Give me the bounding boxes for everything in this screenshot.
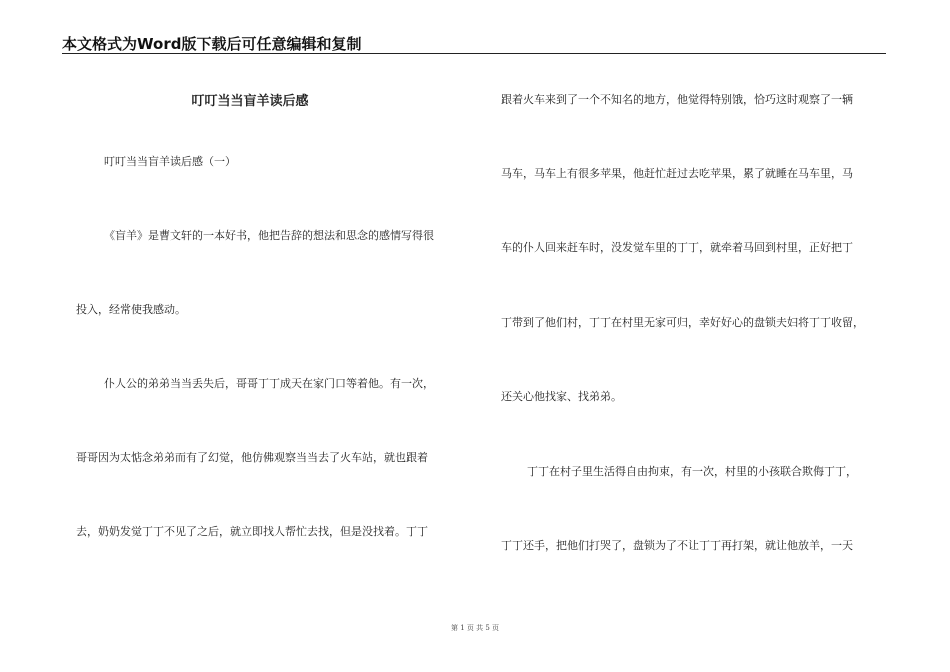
paragraph-line: 《盲羊》是曹文轩的一本好书，他把告辞的想法和思念的感情写得很 bbox=[104, 229, 434, 242]
paragraph-line: 丁丁还手，把他们打哭了，盘锁为了不让丁丁再打架，就让他放羊，一天 bbox=[501, 539, 853, 552]
section-heading: 叮叮当当盲羊读后感（一） bbox=[104, 155, 236, 168]
header-divider bbox=[62, 53, 886, 54]
document-banner: 本文格式为Word版下载后可任意编辑和复制 bbox=[62, 35, 362, 53]
paragraph-line: 车的仆人回来赶车时，没发觉车里的丁丁，就牵着马回到村里，正好把丁 bbox=[501, 241, 853, 254]
paragraph-line: 跟着火车来到了一个不知名的地方，他觉得特别饿，恰巧这时观察了一辆 bbox=[501, 93, 853, 106]
paragraph-line: 还关心他找家、找弟弟。 bbox=[501, 390, 622, 403]
paragraph-line: 哥哥因为太惦念弟弟而有了幻觉，他仿佛观察当当去了火车站，就也跟着 bbox=[76, 451, 428, 464]
paragraph-line: 仆人公的弟弟当当丢失后，哥哥丁丁成天在家门口等着他。有一次， bbox=[104, 377, 434, 390]
paragraph-line: 去，奶奶发觉丁丁不见了之后，就立即找人帮忙去找，但是没找着。丁丁 bbox=[76, 525, 428, 538]
page-number: 第 1 页 共 5 页 bbox=[450, 624, 500, 632]
paragraph-line: 马车，马车上有很多苹果，他赶忙赶过去吃苹果，累了就睡在马车里，马 bbox=[501, 167, 853, 180]
paragraph-line: 丁带到了他们村，丁丁在村里无家可归，幸好好心的盘锁夫妇将丁丁收留， bbox=[501, 316, 864, 329]
paragraph-line: 投入，经常使我感动。 bbox=[76, 303, 186, 316]
document-title: 叮叮当当盲羊读后感 bbox=[191, 94, 309, 109]
paragraph-line: 丁丁在村子里生活得自由拘束，有一次，村里的小孩联合欺侮丁丁， bbox=[527, 465, 857, 478]
